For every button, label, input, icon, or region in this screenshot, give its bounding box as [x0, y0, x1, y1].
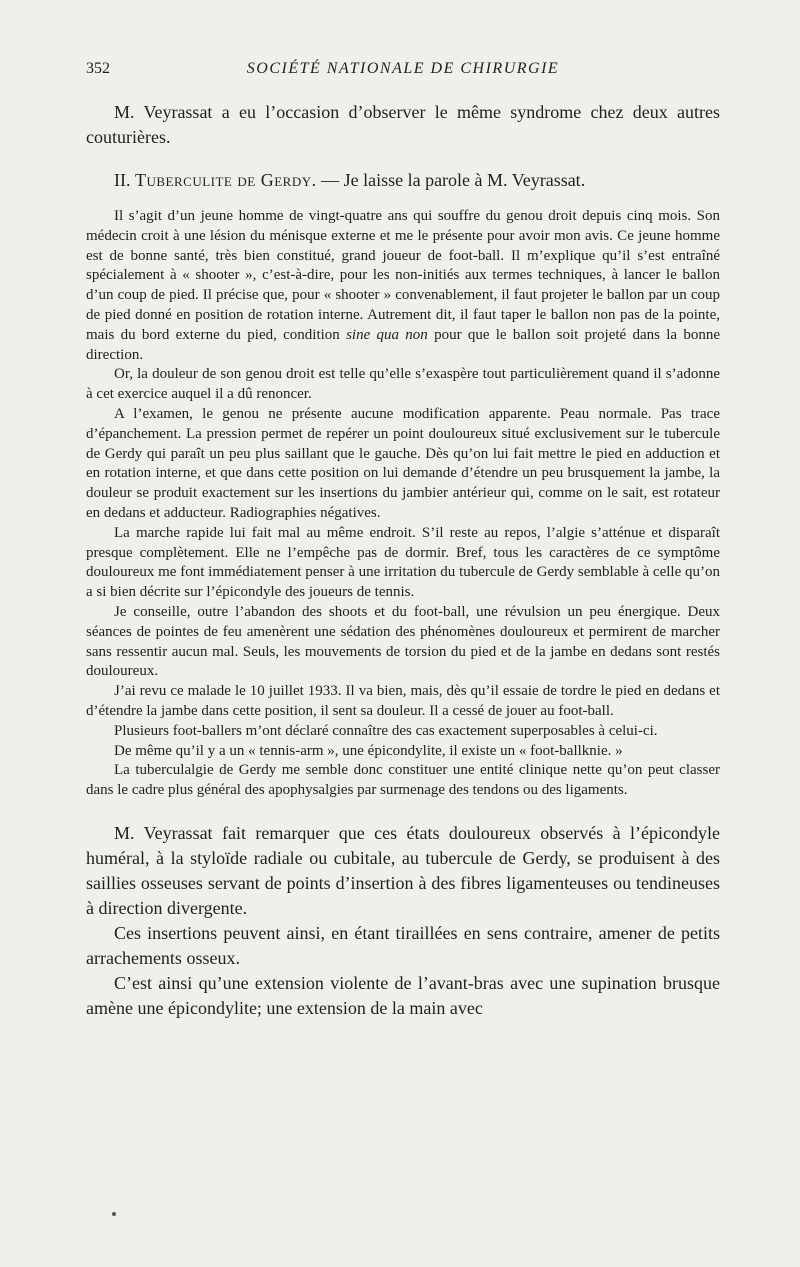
page-body [86, 100, 720, 1021]
section-heading-tuberculite [86, 168, 720, 193]
paragraph-insertions: Ces insertions peuvent ainsi, en étant tiraillées en sens contraire, amener de petits arrachements osseux. [86, 922, 720, 968]
paragraph-footballers: Plusieurs foot-ballers m’ont déclaré connaître des cas exactement superposables à celui-ci. [114, 722, 658, 739]
ink-speck [112, 1212, 116, 1216]
section-number: II. [114, 170, 135, 190]
paragraph-veyrassat-intro: M. Veyrassat a eu l’occasion d’observer le même syndrome chez deux autres couturières. [86, 102, 720, 147]
latin-phrase: sine qua non [346, 326, 428, 343]
paragraph-treatment: Je conseille, outre l’abandon des shoots et du foot-ball, une révulsion un peu énergique. Deux séances de pointes de feu amenèrent une sédation des phénomènes douloureux et permirent de marcher sans ressentir aucun mal. Seuls, les mouvements de torsion du pied et de la jambe en dedans sont restés douloureux. [86, 603, 720, 680]
paragraph-follow-up: J’ai revu ce malade le 10 juillet 1933. Il va bien, mais, dès qu’il essaie de tordre le pied en dedans et d’étendre la jambe dans cette position, il sent sa douleur. Il a cessé de jouer au foot-ball. [86, 683, 720, 719]
paragraph-veyrassat-remarks: M. Veyrassat fait remarquer que ces états douloureux observés à l’épicondyle huméral, à la styloïde radiale ou cubitale, au tubercule de Gerdy, se produisent à des saillies osseuses servant de points d’insertion à des fibres ligamenteuses ou tendineuses à direction divergente. [86, 822, 720, 918]
paragraph-tennis-arm: De même qu’il y a un « tennis-arm », une épicondylite, il existe un « foot-ballknie. » [114, 742, 623, 759]
paragraph-case-history: Il s’agit d’un jeune homme de vingt-quatre ans qui souffre du genou droit depuis cinq mois. Son médecin croit à une lésion du ménisque externe et me le présente pour avoir mon avis. Ce jeune homme est de bonne santé, très bien constitué, grand joueur de foot-ball. Il m’explique qu’il s’est entraîné spécialement à « shooter », c’est-à-dire, pour les non-initiés aux termes techniques, à lancer le ballon d’un coup de pied. Il précise que, pour « shooter » convenablement, il faut projeter le ballon par un coup de pied donné en position de rotation interne. Autrement dit, il faut taper le ballon non pas de la pointe, mais du bord externe du pied, condition sine qua non pour que le ballon soit projeté dans la bonne direction. [86, 208, 720, 363]
paragraph-walking: La marche rapide lui fait mal au même endroit. S’il reste au repos, l’algie s’atténue et disparaît presque complètement. Elle ne l’empêche pas de dormir. Bref, tous les caractères de ce symptôme douloureux me font immédiatement penser à une irritation du tubercule de Gerdy semblable à celle qu’on a si bien décrite sur l’épicondyle des joueurs de tennis. [86, 524, 720, 601]
paragraph-examination: A l’examen, le genou ne présente aucune modification apparente. Peau normale. Pas trace d’épanchement. La pression permet de repérer un point douloureux situé exclusivement sur le tubercule de Gerdy qui paraît un peu plus saillant que le gauche. Dès qu’on lui fait mettre le pied en adduction et en rotation interne, et que dans cette position on lui demande d’étendre un peu brusquement la jambe, la douleur se produit exactement sur les insertions du jambier antérieur qui, comme on le sait, est rotateur en dedans et adducteur. Radiographies négatives. [86, 405, 720, 521]
section-lead: — Je laisse la parole à M. Veyrassat. [316, 170, 586, 190]
paragraph-conclusion: La tuberculalgie de Gerdy me semble donc constituer une entité clinique nette qu’on peut classer dans le cadre plus général des apophysalgies par surmenage des tendons ou des ligaments. [86, 762, 720, 799]
running-title: SOCIÉTÉ NATIONALE DE CHIRURGIE [246, 60, 560, 77]
page-number: 352 [86, 60, 110, 77]
paragraph-extension: C’est ainsi qu’une extension violente de l’avant-bras avec une supination brusque amène une épicondylite; une extension de la main avec [86, 972, 720, 1018]
paragraph-pain: Or, la douleur de son genou droit est telle qu’elle s’exaspère tout particulièrement quand il s’adonne à cet exercice auquel il a dû renoncer. [86, 366, 720, 403]
section-title: Tuberculite de Gerdy. [135, 170, 317, 190]
page-header [86, 60, 720, 82]
